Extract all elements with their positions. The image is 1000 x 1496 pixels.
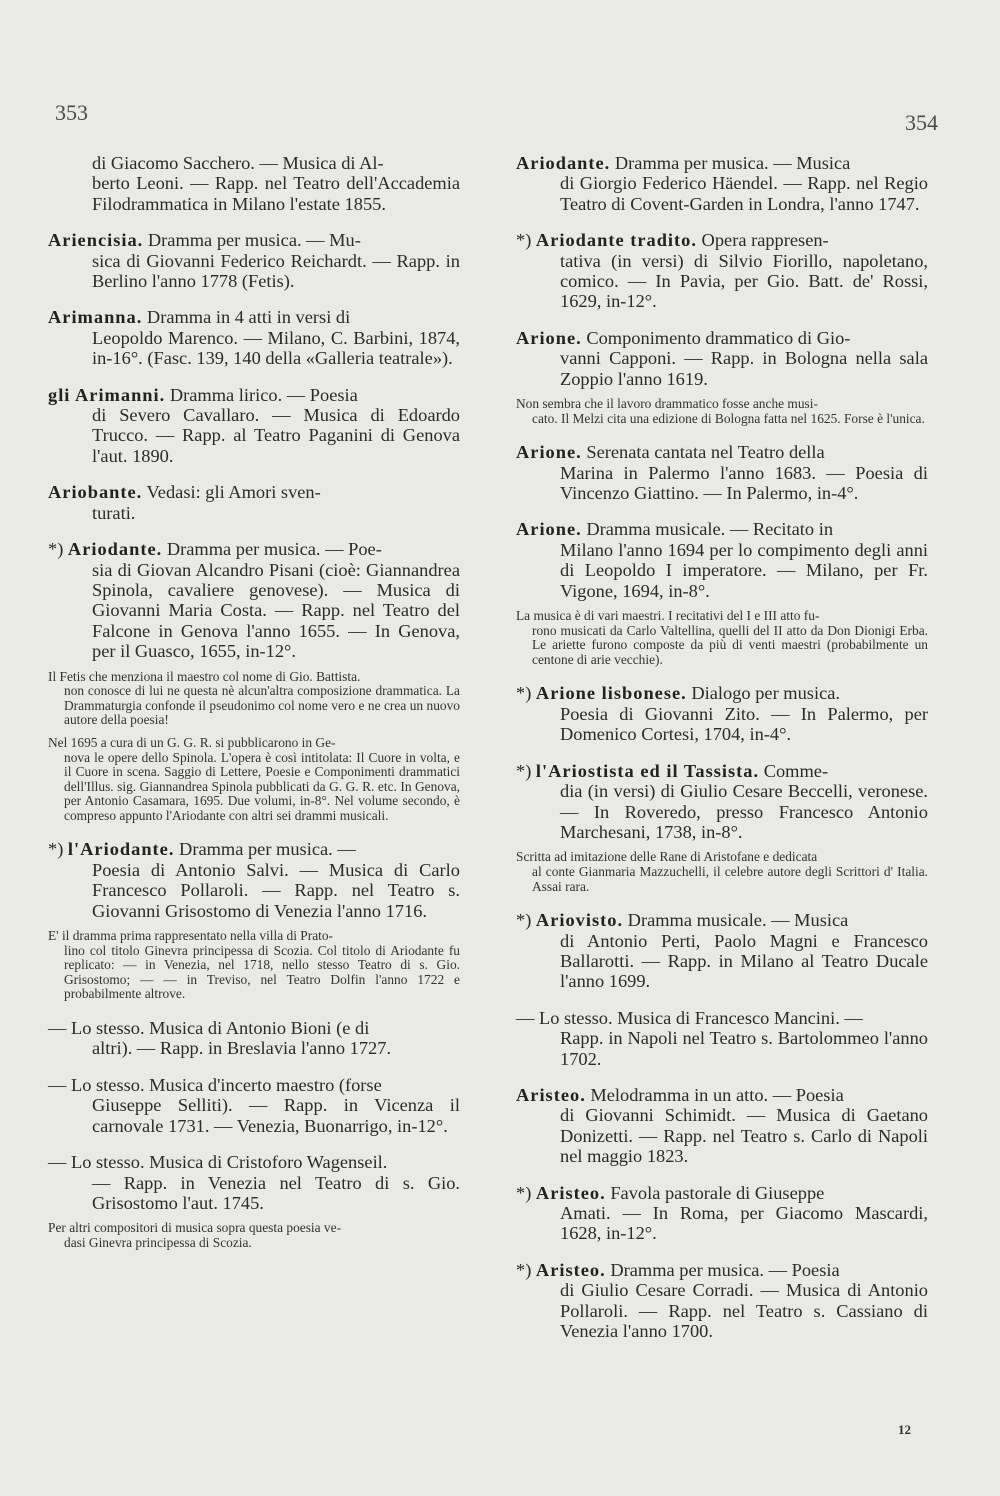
catalog-entry	[48, 385, 460, 467]
entry-title: Arione.	[516, 327, 582, 348]
entry-first-line: Serenata cantata nel Teatro della	[581, 442, 825, 463]
entry-title: Ariovisto.	[535, 910, 624, 931]
catalog-entry	[516, 1183, 928, 1244]
footnote	[516, 609, 928, 667]
entry-text: turati.	[92, 502, 136, 523]
catalog-entry	[516, 230, 928, 312]
signature-mark: 12	[898, 1422, 911, 1437]
entry-title: Aristeo.	[535, 1259, 606, 1280]
footnote	[516, 397, 928, 426]
entry-marker: *)	[516, 910, 536, 931]
entry-text: sica di Giovanni Federico Reichardt. — Rapp. in Berlino l'anno 1778 (Fetis).	[92, 250, 460, 292]
entry-first-line: Dramma per musica. — Poesia	[605, 1259, 840, 1280]
entry-text: vanni Capponi. — Rapp. in Bologna nella sala Zoppio l'anno 1619.	[560, 348, 928, 389]
catalog-entry	[48, 230, 460, 291]
footnote	[516, 850, 928, 894]
entry-first-line: Dialogo per musica.	[686, 683, 840, 704]
entry-title: l'Ariostista ed il Tassista.	[535, 760, 760, 781]
entry-title: Ariodante tradito.	[535, 230, 697, 251]
entry-title: Aristeo.	[535, 1182, 606, 1203]
catalog-entry	[516, 1008, 928, 1069]
entry-text: non conosce di lui ne questa nè alcun'altra composizione drammatica. La Drammaturgia confonde il pseudonimo col nome vero e ne crea un nuovo autore della poesia!	[64, 683, 460, 728]
entry-first-line: Favola pastorale di Giuseppe	[605, 1182, 825, 1203]
entry-text: di Severo Cavallaro. — Musica di Edoardo Trucco. — Rapp. al Teatro Paganini di Genova l'aut. 1890.	[92, 405, 460, 466]
catalog-entry	[48, 307, 460, 368]
catalog-entry	[516, 910, 928, 992]
entry-first-line: di Giacomo Sacchero. — Musica di Al-	[92, 153, 384, 173]
entry-text: altri). — Rapp. in Breslavia l'anno 1727.	[92, 1038, 392, 1059]
footnote	[48, 736, 460, 824]
catalog-entry	[516, 761, 928, 843]
entry-text: dia (in versi) di Giulio Cesare Beccelli, veronese. — In Roveredo, presso Francesco Antonio Marchesani, 1738, in-8°.	[560, 781, 928, 842]
entry-first-line: E' il dramma prima rappresentato nella villa di Prato-	[48, 928, 334, 944]
entry-title: Arione.	[516, 442, 582, 463]
entry-title: Ariodante.	[67, 539, 163, 560]
entry-first-line: Dramma per musica. —	[174, 839, 356, 860]
right-column	[516, 153, 928, 1357]
entry-text: nova le opere dello Spinola. L'opera è così intitolata: Il Cuore in volta, e il Cuore in scena. Saggio di Lettere, Poesie e Componimenti drammatici dell'Illus. sig. Giannandrea Spinola pubblicati da G. G. R. etc. In Genova, per Antonio Casamara, 1695. Due volumi, in-8°. Nel volume secondo, è compreso appunto l'Ariodante con altri sei drammi musicali.	[64, 749, 460, 823]
entry-marker: *)	[516, 1259, 536, 1280]
entry-text: cato. Il Melzi cita una edizione di Bologna fatta nel 1625. Forse è l'unica.	[532, 410, 925, 426]
catalog-entry	[48, 153, 460, 214]
entry-text: di Giulio Cesare Corradi. — Musica di Antonio Pollaroli. — Rapp. nel Teatro s. Cassiano di Venezia l'anno 1700.	[560, 1280, 928, 1341]
entry-marker: *)	[48, 839, 68, 860]
entry-first-line: — Lo stesso. Musica d'incerto maestro (forse	[48, 1074, 382, 1095]
entry-title: Ariobante.	[48, 482, 143, 503]
entry-first-line: Melodramma in un atto. — Poesia	[585, 1084, 844, 1105]
left-column	[48, 153, 460, 1267]
catalog-entry	[516, 683, 928, 744]
entry-marker: *)	[516, 1182, 536, 1203]
catalog-entry	[48, 1152, 460, 1213]
entry-text: dasi Ginevra principessa di Scozia.	[64, 1234, 252, 1250]
entry-text: sia di Giovan Alcandro Pisani (cioè: Giannandrea Spinola, cavaliere genovese). — Musica di Giovanni Maria Costa. — Rapp. nel Teatro del Falcone in Genova l'anno 1655. — In Genova, per il Guasco, 1655, in-12°.	[92, 559, 460, 662]
entry-first-line: Nel 1695 a cura di un G. G. R. si pubblicarono in Ge-	[48, 734, 336, 750]
footnote	[48, 670, 460, 728]
entry-first-line: Dramma per musica. — Mu-	[143, 230, 361, 251]
entry-text: Rapp. in Napoli nel Teatro s. Bartolommeo l'anno 1702.	[560, 1028, 928, 1069]
entry-text: lino col titolo Ginevra principessa di Scozia. Col titolo di Ariodante fu replicato: — in Venezia, nel 1718, nello stesso Teatro di s. Gio. Grisostomo; — — in Treviso, nel Teatro Dolfin l'anno 1722 e probabilmente altrove.	[64, 942, 460, 1002]
entry-text: al conte Gianmaria Mazzuchelli, il celebre autore degli Scrittori d' Italia. Assai rara.	[532, 863, 928, 894]
entry-title: Arione lisbonese.	[535, 683, 687, 704]
entry-first-line: Dramma in 4 atti in versi di	[142, 307, 351, 328]
page-number-left: 353	[55, 100, 88, 125]
entry-title: gli Arimanni.	[48, 384, 166, 405]
entry-text: di Antonio Perti, Paolo Magni e Francesco Ballarotti. — Rapp. in Milano al Teatro Ducale l'anno 1699.	[560, 930, 928, 992]
entry-first-line: Opera rappresen-	[696, 230, 829, 251]
catalog-entry	[48, 539, 460, 661]
entry-title: Ariodante.	[516, 153, 611, 173]
catalog-entry	[48, 839, 460, 921]
entry-first-line: Dramma per musica. — Musica	[610, 153, 851, 173]
catalog-entry	[48, 1075, 460, 1136]
entry-text: Leopoldo Marenco. — Milano, C. Barbini, 1874, in-16°. (Fasc. 139, 140 della «Galleria teatrale»).	[92, 327, 460, 369]
entry-first-line: Non sembra che il lavoro drammatico fosse anche musi-	[516, 396, 818, 412]
entry-title: Aristeo.	[516, 1084, 586, 1105]
entry-first-line: Per altri compositori di musica sopra questa poesia ve-	[48, 1220, 342, 1236]
entry-text: Poesia di Giovanni Zito. — In Palermo, per Domenico Cortesi, 1704, in-4°.	[560, 703, 928, 745]
entry-text: di Giovanni Schimidt. — Musica di Gaetano Donizetti. — Rapp. nel Teatro s. Carlo di Napoli nel maggio 1823.	[560, 1105, 928, 1167]
entry-text: di Giorgio Federico Häendel. — Rapp. nel Regio Teatro di Covent-Garden in Londra, l'anno 1747.	[560, 173, 928, 214]
entry-marker: *)	[516, 230, 536, 251]
entry-text: — Rapp. in Venezia nel Teatro di s. Gio. Grisostomo l'aut. 1745.	[92, 1172, 460, 1213]
entry-first-line: — Lo stesso. Musica di Cristoforo Wagenseil.	[48, 1152, 388, 1173]
entry-text: Poesia di Antonio Salvi. — Musica di Carlo Francesco Pollaroli. — Rapp. nel Teatro s. Giovanni Grisostomo di Venezia l'anno 1716.	[92, 859, 460, 921]
entry-title: Arione.	[516, 519, 582, 540]
entry-first-line: Dramma musicale. — Recitato in	[581, 519, 834, 540]
entry-title: Arimanna.	[48, 307, 143, 328]
entry-text: Milano l'anno 1694 per lo compimento degli anni di Leopoldo I imperatore. — Milano, per Fr. Vigone, 1694, in-8°.	[560, 539, 928, 601]
catalog-entry	[516, 328, 928, 389]
catalog-entry	[516, 519, 928, 601]
entry-first-line: Il Fetis che menziona il maestro col nome di Gio. Battista.	[48, 668, 361, 684]
entry-text: Marina in Palermo l'anno 1683. — Poesia di Vincenzo Giattino. — In Palermo, in-4°.	[560, 462, 928, 504]
catalog-entry	[48, 482, 460, 523]
entry-first-line: — Lo stesso. Musica di Antonio Bioni (e di	[48, 1018, 370, 1039]
footnote	[48, 929, 460, 1002]
entry-first-line: Componimento drammatico di Gio-	[581, 327, 851, 348]
entry-text: tativa (in versi) di Silvio Fiorillo, napoletano, comico. — In Pavia, per Gio. Batt. de' Rossi, 1629, in-12°.	[560, 250, 928, 312]
entry-first-line: Scritta ad imitazione delle Rane di Aristofane e dedicata	[516, 849, 818, 865]
entry-first-line: Dramma per musica. — Poe-	[162, 539, 382, 560]
entry-title: Ariencisia.	[48, 230, 144, 251]
entry-text: berto Leoni. — Rapp. nel Teatro dell'Accademia Filodrammatica in Milano l'estate 1855.	[92, 173, 460, 214]
entry-text: Giuseppe Selliti). — Rapp. in Vicenza il carnovale 1731. — Venezia, Buonarrigo, in-12°.	[92, 1095, 460, 1136]
entry-first-line: Dramma musicale. — Musica	[623, 910, 849, 931]
catalog-entry	[516, 442, 928, 503]
catalog-entry	[516, 153, 928, 214]
catalog-entry	[516, 1085, 928, 1167]
entry-first-line: Dramma lirico. — Poesia	[165, 384, 358, 405]
footnote	[48, 1221, 460, 1250]
catalog-entry	[516, 1260, 928, 1342]
entry-first-line: Vedasi: gli Amori sven-	[142, 482, 321, 503]
entry-text: rono musicati da Carlo Valtellina, quelli del II atto da Don Dionigi Erba. Le ariette furono composte da più di venti maestri (probabilmente un centone di arie vecchie).	[532, 622, 928, 667]
catalog-entry	[48, 1018, 460, 1059]
entry-first-line: La musica è di vari maestri. I recitativi del I e III atto fu-	[516, 608, 820, 624]
entry-first-line: — Lo stesso. Musica di Francesco Mancini. —	[516, 1007, 863, 1028]
page-number-right: 354	[905, 110, 938, 135]
entry-first-line: Comme-	[759, 760, 829, 781]
entry-marker: *)	[48, 539, 68, 560]
entry-title: l'Ariodante.	[67, 839, 175, 860]
entry-text: Amati. — In Roma, per Giacomo Mascardi, 1628, in-12°.	[560, 1202, 928, 1244]
entry-marker: *)	[516, 683, 536, 704]
entry-marker: *)	[516, 760, 536, 781]
